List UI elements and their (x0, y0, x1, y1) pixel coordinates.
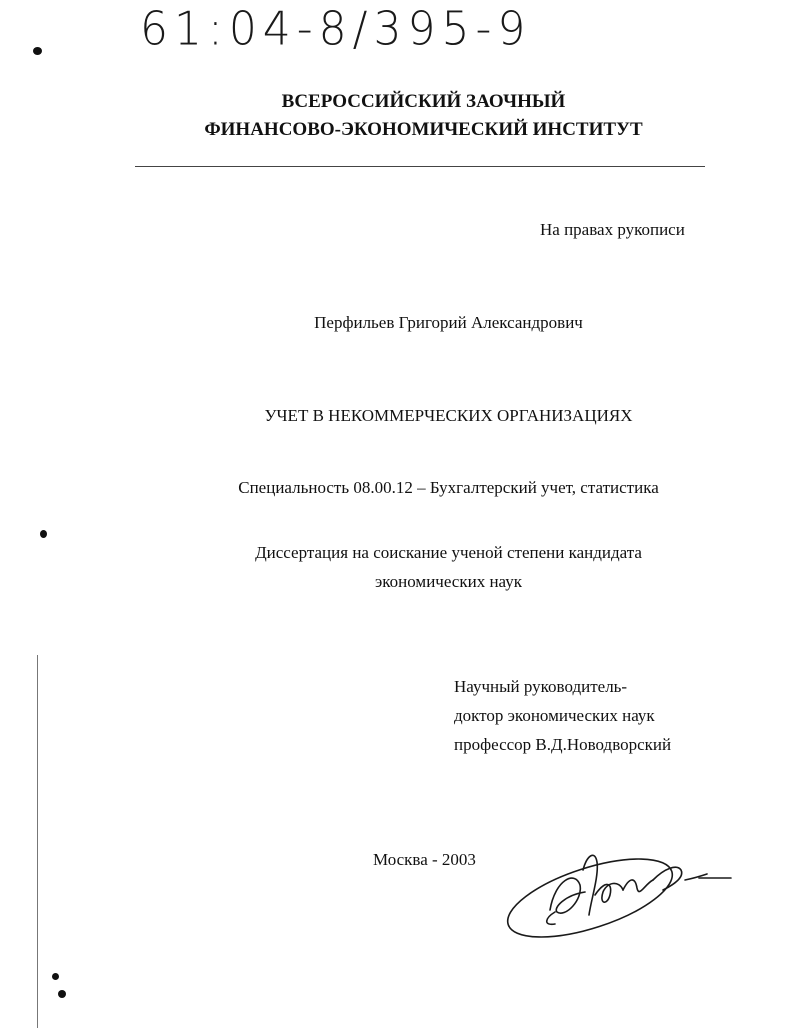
supervisor-line-2: доктор экономических наук (454, 706, 655, 725)
scan-speck (40, 530, 47, 538)
supervisor-block (454, 672, 671, 759)
author-name: Перфильев Григорий Александрович (314, 313, 583, 332)
dissertation-title: УЧЕТ В НЕКОММЕРЧЕСКИХ ОРГАНИЗАЦИЯХ (264, 406, 633, 425)
supervisor-line-1: Научный руководитель- (454, 677, 628, 696)
scan-speck (58, 990, 66, 998)
institute-line-2: ФИНАНСОВО-ЭКОНОМИЧЕСКИЙ ИНСТИТУТ (204, 119, 643, 140)
dissertation-description (0, 538, 797, 596)
scan-edge-line (37, 655, 38, 1028)
scan-speck (33, 47, 42, 55)
dissertation-line-1: Диссертация на соискание ученой степени кандидата (255, 543, 642, 562)
heading-divider (135, 166, 705, 167)
handwritten-signature-icon (495, 840, 735, 940)
dissertation-line-2: экономических наук (374, 572, 523, 591)
institute-line-1: ВСЕРОССИЙСКИЙ ЗАОЧНЫЙ (281, 91, 566, 112)
archive-code: 61:04-8/395-9 (140, 2, 532, 57)
supervisor-line-3: профессор В.Д.Новодворский (454, 735, 672, 754)
institute-name (0, 88, 797, 144)
specialty: Специальность 08.00.12 – Бухгалтерский учет, статистика (238, 478, 659, 497)
scan-speck (52, 973, 59, 980)
manuscript-note: На правах рукописи (540, 220, 685, 239)
place-year: Москва - 2003 (373, 850, 476, 869)
